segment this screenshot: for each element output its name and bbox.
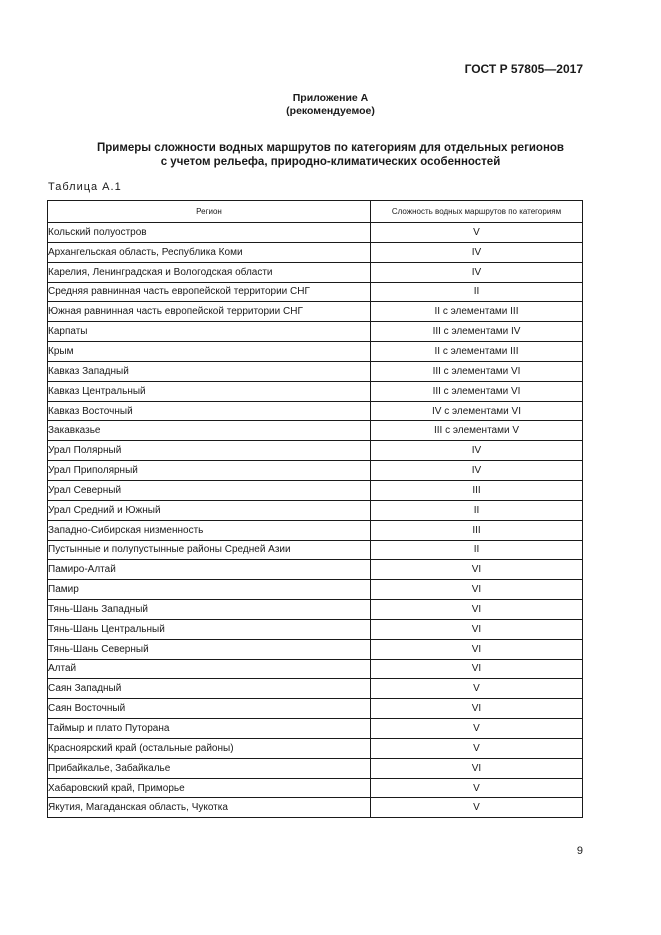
region-cell: Карпаты [48,322,371,342]
table-row [48,798,583,818]
category-cell: IV [371,262,583,282]
table-row [48,758,583,778]
region-cell: Памир [48,580,371,600]
category-cell: V [371,778,583,798]
category-cell: III с элементами VI [371,381,583,401]
table-row [48,600,583,620]
region-cell: Урал Приполярный [48,461,371,481]
region-cell: Хабаровский край, Приморье [48,778,371,798]
table-row [48,421,583,441]
table-row [48,361,583,381]
category-cell: VI [371,619,583,639]
table-row [48,619,583,639]
table-row [48,560,583,580]
table-row [48,520,583,540]
category-cell: V [371,719,583,739]
region-cell: Кавказ Восточный [48,401,371,421]
category-cell: III с элементами VI [371,361,583,381]
table-row [48,679,583,699]
table-row [48,322,583,342]
region-cell: Урал Северный [48,480,371,500]
document-title-line-2: с учетом рельефа, природно-климатических особенностей [160,156,501,168]
category-cell: VI [371,580,583,600]
category-cell: VI [371,699,583,719]
table-row [48,580,583,600]
table-row [48,500,583,520]
table-row [48,302,583,322]
table-row [48,242,583,262]
category-cell: III с элементами V [371,421,583,441]
category-cell: VI [371,600,583,620]
category-cell: III [371,520,583,540]
region-cell: Средняя равнинная часть европейской территории СНГ [48,282,371,302]
table-header-row [48,201,583,223]
document-title [0,141,661,169]
region-cell: Кавказ Западный [48,361,371,381]
category-cell: V [371,738,583,758]
table-row [48,282,583,302]
table-row [48,381,583,401]
category-cell: V [371,223,583,243]
header-region: Регион [48,201,371,223]
table-row [48,738,583,758]
region-cell: Тянь-Шань Западный [48,600,371,620]
category-cell: II с элементами III [371,342,583,362]
table-row [48,659,583,679]
category-cell: VI [371,758,583,778]
annex-title: Приложение А [292,92,369,104]
region-cell: Саян Восточный [48,699,371,719]
category-cell: VI [371,639,583,659]
regions-table [47,200,583,818]
category-cell: II [371,540,583,560]
region-cell: Кольский полуостров [48,223,371,243]
category-cell: IV [371,441,583,461]
table-row [48,639,583,659]
table-row [48,461,583,481]
region-cell: Урал Средний и Южный [48,500,371,520]
region-cell: Красноярский край (остальные районы) [48,738,371,758]
table-row [48,342,583,362]
table-row [48,223,583,243]
category-cell: V [371,798,583,818]
category-cell: IV с элементами VI [371,401,583,421]
table-row [48,262,583,282]
region-cell: Крым [48,342,371,362]
category-cell: V [371,679,583,699]
region-cell: Тянь-Шань Северный [48,639,371,659]
region-cell: Прибайкалье, Забайкалье [48,758,371,778]
region-cell: Закавказье [48,421,371,441]
document-title-line-1: Примеры сложности водных маршрутов по категориям для отдельных регионов [97,142,564,154]
table-row [48,778,583,798]
region-cell: Якутия, Магаданская область, Чукотка [48,798,371,818]
region-cell: Урал Полярный [48,441,371,461]
table-row [48,480,583,500]
table-row [48,719,583,739]
table-row [48,540,583,560]
region-cell: Памиро-Алтай [48,560,371,580]
page-number: 9 [576,845,583,857]
header-category: Сложность водных маршрутов по категориям [371,201,583,223]
category-cell: IV [371,461,583,481]
region-cell: Саян Западный [48,679,371,699]
table-row [48,441,583,461]
region-cell: Южная равнинная часть европейской территории СНГ [48,302,371,322]
region-cell: Алтай [48,659,371,679]
category-cell: IV [371,242,583,262]
standard-code: ГОСТ Р 57805—2017 [464,62,583,76]
region-cell: Западно-Сибирская низменность [48,520,371,540]
category-cell: VI [371,659,583,679]
category-cell: II [371,500,583,520]
category-cell: III с элементами IV [371,322,583,342]
category-cell: II [371,282,583,302]
category-cell: II с элементами III [371,302,583,322]
table-caption: Таблица А.1 [48,181,122,193]
region-cell: Пустынные и полупустынные районы Средней Азии [48,540,371,560]
annex-heading [0,92,661,118]
table-row [48,699,583,719]
region-cell: Таймыр и плато Путорана [48,719,371,739]
region-cell: Кавказ Центральный [48,381,371,401]
table-body [48,223,583,818]
table-row [48,401,583,421]
region-cell: Архангельская область, Республика Коми [48,242,371,262]
region-cell: Тянь-Шань Центральный [48,619,371,639]
region-cell: Карелия, Ленинградская и Вологодская области [48,262,371,282]
annex-status: (рекомендуемое) [286,105,375,117]
category-cell: III [371,480,583,500]
category-cell: VI [371,560,583,580]
